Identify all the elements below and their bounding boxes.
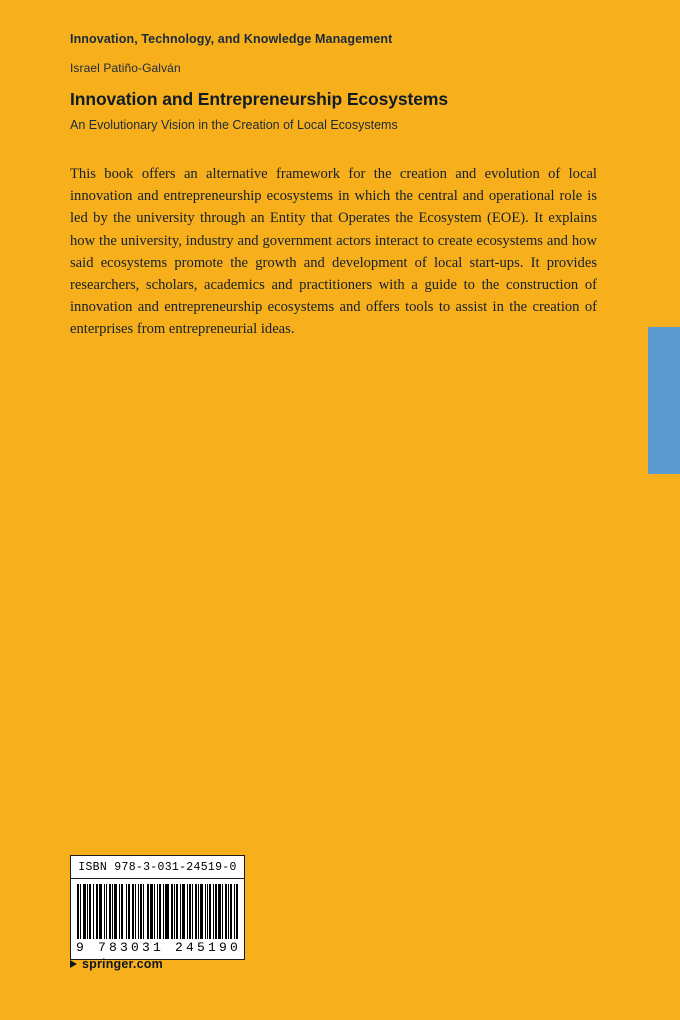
series-title: Innovation, Technology, and Knowledge Management xyxy=(70,32,393,46)
back-cover-blurb: This book offers an alternative framework for the creation and evolution of local innovation and entrepreneurship ecosystems in which the central and operational role is led by the university through an Entity that Operates the Ecosystem (EOE). It explains how the university, industry and government actors interact to create ecosystems and how said ecosystems promote the growth and development of local start-ups. It provides researchers, scholars, academics and practitioners with a guide to the construction of innovation and entrepreneurship ecosystems and offers tools to assist in the creation of enterprises from entrepreneurial ideas. xyxy=(70,166,597,338)
book-title: Innovation and Entrepreneurship Ecosystems xyxy=(70,89,448,109)
cover-text-block xyxy=(70,32,598,341)
isbn-barcode xyxy=(70,855,245,960)
isbn-label: ISBN 978-3-031-24519-0 xyxy=(71,856,244,879)
play-triangle-icon xyxy=(70,960,77,968)
author-name: Israel Patiño-Galván xyxy=(70,61,181,75)
book-subtitle: An Evolutionary Vision in the Creation of Local Ecosystems xyxy=(70,118,398,133)
publisher-label: springer.com xyxy=(82,957,163,971)
publisher-link[interactable] xyxy=(70,957,163,971)
barcode-bars xyxy=(77,884,238,939)
accent-bar xyxy=(648,327,680,474)
barcode-digits: 9 783031 245190 xyxy=(75,940,242,955)
